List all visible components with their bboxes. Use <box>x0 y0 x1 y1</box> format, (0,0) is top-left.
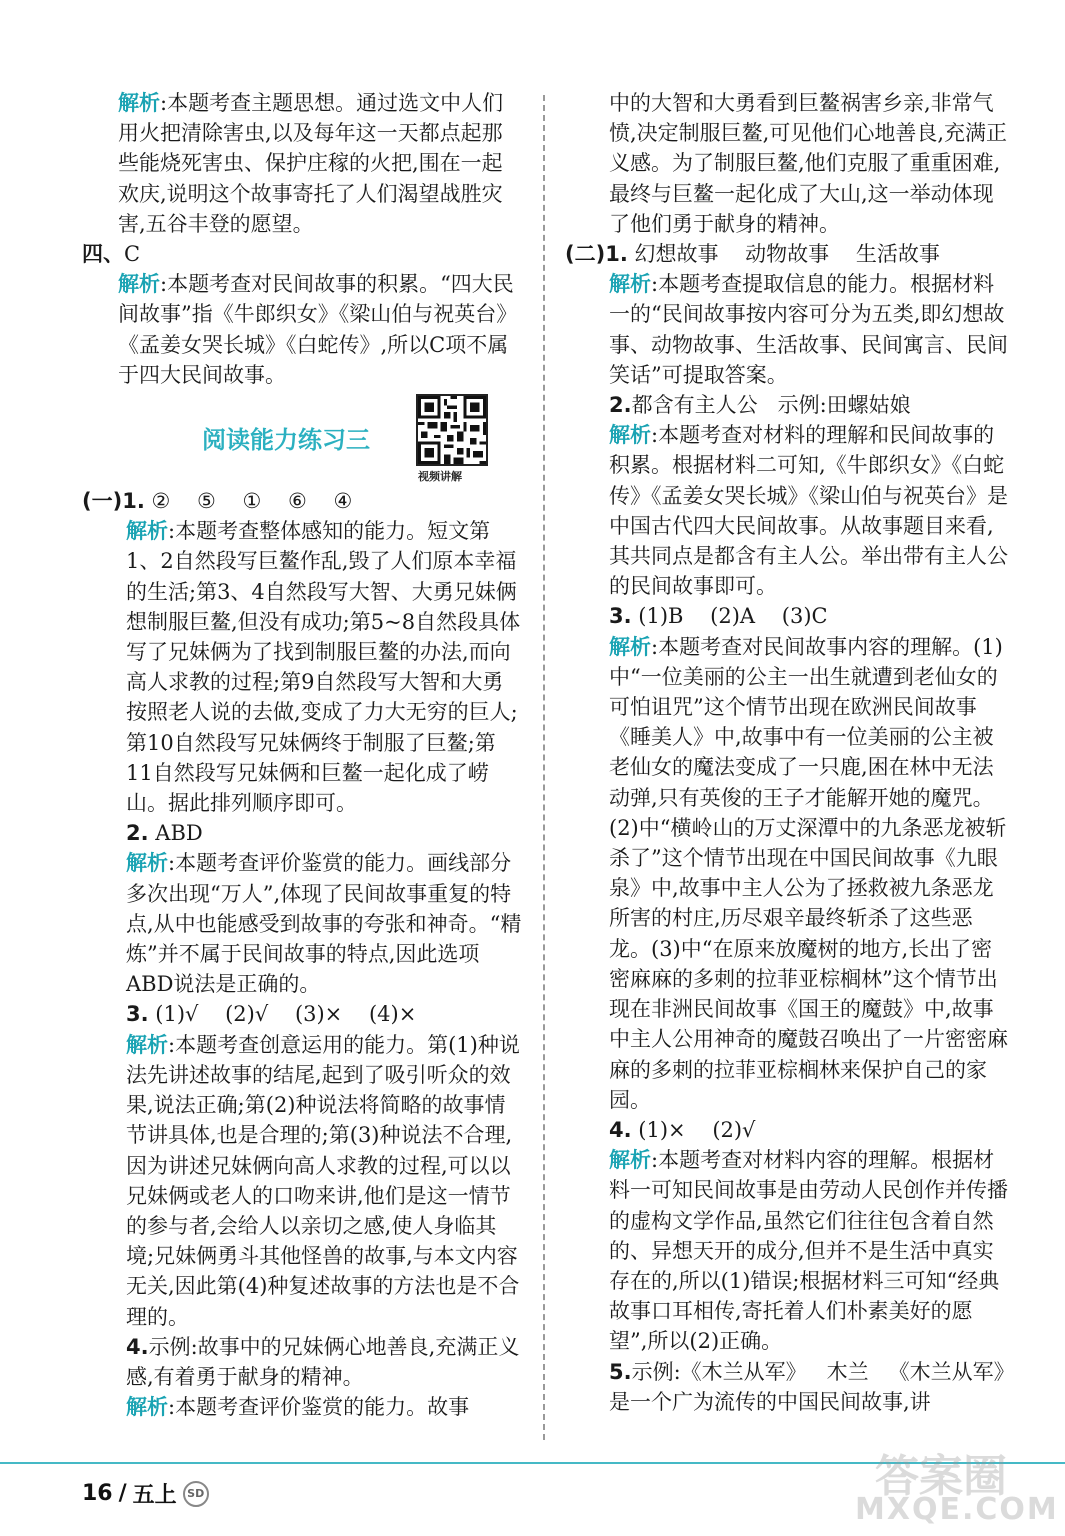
section-number: 四、 <box>82 242 124 267</box>
question-1-answer <box>82 486 522 516</box>
analysis-text: :本题考查创意运用的能力。第(1)种说法先讲述故事的结尾,起到了吸引听众的效果,说法正确;第(2)种说法将简略的故事情节讲具体,也是合理的;第(3)种说法不合理,因为讲述兄妹俩向高人求教的过程,可以以兄妹俩或老人的口吻来讲,他们是这一情节的参与者,会给人以亲切之感,使人身临其境;兄妹俩勇斗其他怪兽的故事,与本文内容无关,因此第(4)种复述故事的方法也是不合理的。 <box>126 1032 520 1329</box>
answer-name: 木兰 <box>826 1359 869 1384</box>
answer-item: ⑥ <box>288 489 307 514</box>
answer-text: 示例:《木兰从军》 <box>631 1359 807 1384</box>
question-number: 5. <box>609 1359 632 1384</box>
answer-item: ④ <box>333 489 353 514</box>
analysis-paragraph <box>565 420 1010 601</box>
answer-item: 动物故事 <box>745 242 830 267</box>
analysis-tag: 解析 <box>126 1032 168 1057</box>
answer-text: C <box>124 242 141 267</box>
answer-item: (2)√ <box>225 1002 269 1027</box>
answer-item: ② <box>151 489 171 514</box>
analysis-tag: 解析 <box>609 423 651 448</box>
answer-item: (1)√ <box>155 1002 199 1027</box>
answer-item: (3)× <box>294 1002 343 1027</box>
analysis-text: :本题考查主题思想。通过选文中人们用火把清除害虫,以及每年这一天都点起那些能烧死害虫、保护庄稼的火把,围在一起欢庆,说明这个故事寄托了人们渴望战胜灾害,五谷丰登的愿望。 <box>118 91 504 236</box>
analysis-tag: 解析 <box>609 634 651 659</box>
analysis-continuation <box>565 88 1010 239</box>
page-footer <box>82 1478 209 1509</box>
section-header <box>82 390 522 486</box>
answer-item: (4)× <box>368 1002 417 1027</box>
analysis-text: :本题考查提取信息的能力。根据材料一的“民间故事按内容可分为五类,即幻想故事、动物故事、生活故事、民间寓言、民间笑话”可提取答案。 <box>609 272 1008 387</box>
left-column <box>82 88 522 1422</box>
answer-text: 都含有主人公 <box>631 393 758 418</box>
question-4-answer <box>82 239 522 269</box>
question-number: 1. <box>605 242 628 267</box>
answer-item: (3)C <box>781 604 828 629</box>
analysis-text: 中的大智和大勇看到巨鳌祸害乡亲,非常气愤,决定制服巨鳌,可见他们心地善良,充满正义感。为了制服巨鳌,他们克服了重重困难,最终与巨鳌一起化成了大山,这一举动体现了他们勇于献身的精神。 <box>609 91 1008 236</box>
answer-item: (2)A <box>710 604 756 629</box>
answer-item: ⑤ <box>197 489 216 514</box>
section-title: 阅读能力练习三 <box>202 426 370 455</box>
analysis-tag: 解析 <box>118 272 160 297</box>
qr-code-icon[interactable] <box>416 394 488 466</box>
question-number: 4. <box>609 1117 632 1142</box>
watermark-text: 答案圈 <box>875 1451 1007 1502</box>
question-number: 2. <box>126 821 149 846</box>
question-4-answer <box>565 1115 1010 1145</box>
answer-item: 生活故事 <box>855 242 940 267</box>
question-1-answer <box>565 239 1010 269</box>
part-label: (二) <box>565 242 606 267</box>
question-5-answer <box>565 1357 1010 1417</box>
analysis-paragraph <box>82 269 522 390</box>
analysis-tag: 解析 <box>126 1395 168 1420</box>
analysis-text: :本题考查整体感知的能力。短文第1、2自然段写巨鳌作乱,毁了人们原本幸福的生活;第3、4自然段写大智、大勇兄妹俩想制服巨鳌,但没有成功;第5~8自然段具体写了兄妹俩为了找到制服巨鳌的办法,而向高人求教的过程;第9自然段写大智和大勇按照老人说的去做,变成了力大无穷的巨人;第10自然段写兄妹俩终于制服了巨鳌;第11自然段写兄妹俩和巨鳌一起化成了崂山。据此排列顺序即可。 <box>126 519 521 816</box>
answer-item: (2)√ <box>712 1117 756 1142</box>
question-number: 3. <box>609 604 632 629</box>
analysis-text: :本题考查评价鉴赏的能力。故事 <box>168 1395 470 1420</box>
analysis-tag: 解析 <box>118 91 160 115</box>
page-number: 16 <box>82 1481 113 1506</box>
analysis-paragraph <box>565 1145 1010 1356</box>
analysis-text: :本题考查对民间故事的积累。“四大民间故事”指《牛郎织女》《梁山伯与祝英台》《孟姜女哭长城》《白蛇传》,所以C项不属于四大民间故事。 <box>118 272 518 387</box>
answer-item: 幻想故事 <box>634 242 719 267</box>
question-number: 4. <box>126 1334 149 1359</box>
answer-text: 《木兰从军》是一个广为流传的中国民间故事,讲 <box>609 1359 1005 1414</box>
question-4-answer <box>82 1332 522 1392</box>
analysis-paragraph <box>82 1392 522 1422</box>
analysis-tag: 解析 <box>609 1148 651 1173</box>
answer-item: (1)B <box>638 604 684 629</box>
question-2-answer <box>565 390 1010 420</box>
question-3-answer <box>82 999 522 1029</box>
watermark-logo <box>815 1440 1059 1530</box>
analysis-paragraph <box>565 632 1010 1115</box>
qr-label: 视频讲解 <box>418 470 462 484</box>
watermark-url: MXQE.COM <box>855 1492 1059 1527</box>
analysis-paragraph <box>565 269 1010 390</box>
right-column <box>565 88 1010 1417</box>
analysis-tag: 解析 <box>609 272 651 297</box>
question-2-answer <box>82 818 522 848</box>
analysis-text: :本题考查对材料内容的理解。根据材料一可知民间故事是由劳动人民创作并传播的虚构文学作品,虽然它们往往包含着自然的、异想天开的成分,但并不是生活中真实存在的,所以(1)错误;根据材料三可知“经典故事口耳相传,寄托着人们朴素美好的愿望”,所以(2)正确。 <box>609 1148 1008 1354</box>
edition-badge-icon: SD <box>183 1481 209 1507</box>
question-3-answer <box>565 601 1010 631</box>
analysis-tag: 解析 <box>126 851 168 876</box>
analysis-tag: 解析 <box>126 519 168 544</box>
analysis-paragraph <box>82 848 522 999</box>
analysis-text: :本题考查对民间故事内容的理解。(1)中“一位美丽的公主一出生就遭到老仙女的可怕诅咒”这个情节出现在欧洲民间故事《睡美人》中,故事中有一位美丽的公主被老仙女的魔法变成了一只鹿,困在林中无法动弹,只有英俊的王子才能解开她的魔咒。(2)中“横岭山的万丈深潭中的九条恶龙被斩杀了”这个情节出现在中国民间故事《九眼泉》中,故事中主人公为了拯救被九条恶龙所害的村庄,历尽艰辛最终斩杀了这些恶龙。(3)中“在原来放魔树的地方,长出了密密麻麻的多刺的拉菲亚棕榈林”这个情节出现在非洲民间故事《国王的魔鼓》中,故事中主人公用神奇的魔鼓召唤出了一片密密麻麻的多刺的拉菲亚棕榈林来保护自己的家园。 <box>609 634 1008 1112</box>
part-label: (一) <box>82 489 123 514</box>
analysis-paragraph <box>82 88 522 239</box>
answer-item: ① <box>242 489 262 514</box>
analysis-paragraph <box>82 1030 522 1332</box>
answer-item: (1)× <box>638 1117 686 1142</box>
analysis-paragraph <box>82 516 522 818</box>
question-number: 1. <box>122 489 145 514</box>
answer-text: 示例:故事中的兄妹俩心地善良,充满正义感,有着勇于献身的精神。 <box>126 1334 520 1389</box>
analysis-text: :本题考查对材料的理解和民间故事的积累。根据材料二可知,《牛郎织女》《白蛇传》《孟姜女哭长城》《梁山伯与祝英台》是中国古代四大民间故事。从故事题目来看,其共同点是都含有主人公。举出带有主人公的民间故事即可。 <box>609 423 1008 599</box>
footer-slash: / <box>118 1481 127 1506</box>
column-divider <box>543 95 545 1440</box>
answer-example: 示例:田螺姑娘 <box>777 393 911 418</box>
analysis-text: :本题考查评价鉴赏的能力。画线部分多次出现“万人”,体现了民间故事重复的特点,从中也能感受到故事的夸张和神奇。“精炼”并不属于民间故事的特点,因此选项ABD说法是正确的。 <box>126 851 522 997</box>
answer-text: ABD <box>155 821 203 846</box>
question-number: 3. <box>126 1002 149 1027</box>
grade-label: 五上 <box>132 1483 177 1508</box>
question-number: 2. <box>609 393 632 418</box>
